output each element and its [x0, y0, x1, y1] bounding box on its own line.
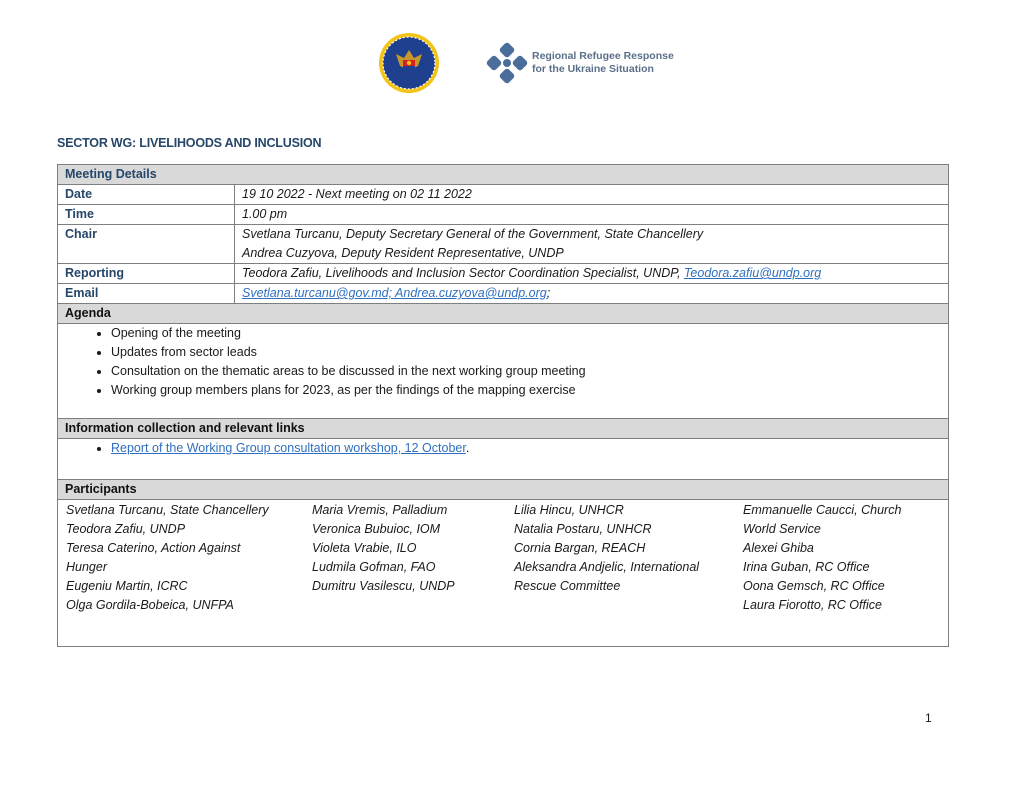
chair-label: Chair — [58, 225, 235, 264]
date-value: 19 10 2022 - Next meeting on 02 11 2022 — [235, 185, 949, 205]
chair-emails-link[interactable]: Svetlana.turcanu@gov.md; Andrea.cuzyova@undp.org — [242, 286, 547, 300]
reporting-label: Reporting — [58, 264, 235, 284]
participant: Natalia Postaru, UNHCR — [514, 522, 652, 536]
participants-column-1 — [58, 501, 304, 615]
participant: World Service — [743, 522, 821, 536]
info-item — [111, 439, 941, 458]
refugee-response-logo-icon — [486, 42, 528, 84]
participant: Lilia Hincu, UNHCR — [514, 503, 624, 517]
participant: Aleksandra Andjelic, International — [514, 560, 700, 574]
participant: Rescue Committee — [514, 579, 621, 593]
meeting-table — [57, 164, 949, 647]
sector-title: SECTOR WG: LIVELIHOODS AND INCLUSION — [57, 136, 322, 150]
info-link-suffix: . — [465, 441, 470, 455]
reporting-email-link[interactable]: Teodora.zafiu@undp.org — [683, 266, 822, 280]
participants-content — [58, 500, 949, 647]
email-suffix: ; — [546, 286, 551, 300]
participants-columns — [58, 500, 948, 615]
workshop-report-link[interactable]: Report of the Working Group consultation workshop, 12 October — [111, 441, 466, 455]
regional-refugee-response-logo — [486, 42, 674, 84]
participant: Maria Vremis, Palladium — [312, 503, 448, 517]
chair-line-1: Svetlana Turcanu, Deputy Secretary General of the Government, State Chancellery — [242, 227, 704, 241]
participant: Laura Fiorotto, RC Office — [743, 598, 882, 612]
date-label: Date — [58, 185, 235, 205]
email-value — [235, 284, 949, 304]
reporting-value — [235, 264, 949, 284]
participants-column-4 — [735, 501, 901, 615]
participant: Emmanuelle Caucci, Church — [743, 503, 902, 517]
participants-column-2 — [304, 501, 506, 615]
time-value: 1.00 pm — [235, 205, 949, 225]
participant: Ludmila Gofman, FAO — [312, 560, 436, 574]
agenda-content — [58, 324, 949, 419]
participant: Violeta Vrabie, ILO — [312, 541, 417, 555]
email-label: Email — [58, 284, 235, 304]
participants-column-3 — [506, 501, 735, 615]
participant: Olga Gordila-Bobeica, UNFPA — [66, 598, 234, 612]
participant: Hunger — [66, 560, 107, 574]
partner-logo-line2: for the Ukraine Situation — [532, 63, 654, 75]
moldova-coat-of-arms-icon — [378, 32, 440, 94]
agenda-list — [65, 324, 941, 400]
info-content — [58, 439, 949, 480]
participant: Dumitru Vasilescu, UNDP — [312, 579, 455, 593]
page-number: 1 — [925, 711, 932, 725]
agenda-item: • Opening of the meeting — [111, 324, 941, 343]
participant: Cornia Bargan, REACH — [514, 541, 646, 555]
info-heading: Information collection and relevant links — [58, 419, 949, 439]
participant: Teodora Zafiu, UNDP — [66, 522, 186, 536]
participant: Veronica Bubuioc, IOM — [312, 522, 441, 536]
participant: Alexei Ghiba — [743, 541, 814, 555]
partner-logo-line1: Regional Refugee Response — [532, 50, 674, 62]
participant: Eugeniu Martin, ICRC — [66, 579, 188, 593]
participant: Svetlana Turcanu, State Chancellery — [66, 503, 269, 517]
agenda-item: • Updates from sector leads — [111, 343, 941, 362]
agenda-item: • Consultation on the thematic areas to be discussed in the next working group meeting — [111, 362, 941, 381]
participant: Irina Guban, RC Office — [743, 560, 870, 574]
participant: Teresa Caterino, Action Against — [66, 541, 241, 555]
participants-heading: Participants — [58, 480, 949, 500]
participant: Oona Gemsch, RC Office — [743, 579, 885, 593]
info-list — [65, 439, 941, 458]
time-label: Time — [58, 205, 235, 225]
chair-line-2: Andrea Cuzyova, Deputy Resident Representative, UNDP — [242, 246, 564, 260]
chair-value — [235, 225, 949, 264]
agenda-heading: Agenda — [58, 304, 949, 324]
header-logos — [378, 30, 674, 96]
agenda-item: • Working group members plans for 2023, as per the findings of the mapping exercise — [111, 381, 941, 400]
reporting-text: Teodora Zafiu, Livelihoods and Inclusion Sector Coordination Specialist, UNDP, — [242, 266, 684, 280]
meeting-details-heading: Meeting Details — [58, 165, 949, 185]
